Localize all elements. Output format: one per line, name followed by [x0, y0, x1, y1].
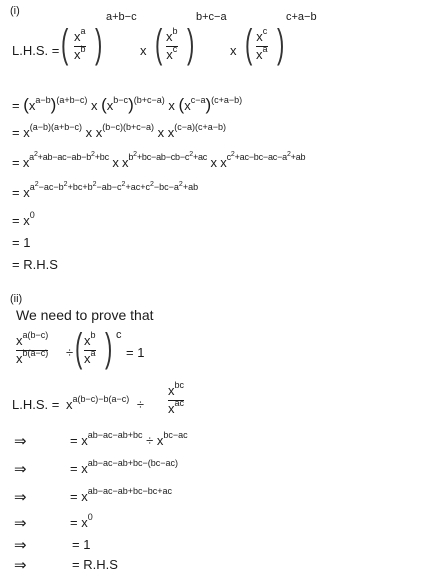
- implies-arrow: ⇒: [14, 489, 27, 506]
- implies-arrow: ⇒: [14, 433, 27, 450]
- part-label: (i): [10, 5, 20, 17]
- math-line: = 1: [72, 537, 91, 552]
- lhs-label: L.H.S. =: [12, 43, 60, 58]
- fraction: $x^b$ $x^c$: [166, 26, 178, 62]
- times-sign: x: [230, 43, 237, 58]
- math-term: $x^{a(b-c)-b(a-c)}$ ÷: [66, 394, 145, 412]
- math-line: = R.H.S: [72, 557, 118, 572]
- math-line: = $x^{(a-b)(a+b-c)}$ x $x^{(b-c)(b+c-a)}$ x $x^{(c-a)(c+a-b)}$: [12, 122, 227, 140]
- math-line: = $(x^{a-b})^{(a+b-c)}$ x $(x^{b-c})^{(b+c-a)}$ x $(x^{c-a})^{(c+a-b)}$: [12, 95, 243, 114]
- fraction: $x^{bc}$ $x^{ac}$: [168, 380, 185, 416]
- exponent: b+c−a: [196, 11, 227, 23]
- exponent: a+b−c: [106, 11, 137, 23]
- math-line: = $x^{a^2+ab-ac-ab-b^2+bc}$ x $x^{b^2+bc-ab-cb-c^2+ac}$ x $x^{c^2+ac-bc-ac-a^2+ab}$: [12, 151, 306, 170]
- divide-sign: ÷: [66, 345, 74, 360]
- implies-arrow: ⇒: [14, 557, 27, 574]
- implies-arrow: ⇒: [14, 461, 27, 478]
- left-paren: (: [60, 22, 69, 66]
- times-sign: x: [140, 43, 147, 58]
- math-line: = $x^0$: [12, 210, 35, 228]
- right-paren: ): [104, 326, 113, 370]
- left-paren: (: [74, 326, 83, 370]
- left-paren: (: [244, 22, 253, 66]
- math-line: = $x^{a^2-ac-b^2+bc+b^2-ab-c^2+ac+c^2-bc-a^2+ab}$: [12, 181, 199, 200]
- implies-arrow: ⇒: [14, 515, 27, 532]
- left-paren: (: [154, 22, 163, 66]
- fraction: $x^{a(b-c)}$ $x^{b(a-c)}$: [16, 330, 49, 366]
- math-line: = $x^0$: [70, 512, 93, 530]
- fraction: $x^a$ $x^b$: [74, 26, 86, 62]
- math-line: = $x^{ab-ac-ab+bc-(bc-ac)}$: [70, 458, 179, 476]
- exponent: c+a−b: [286, 11, 317, 23]
- fraction: $x^b$ $x^a$: [84, 330, 96, 366]
- equation-rhs: = 1: [126, 345, 145, 360]
- math-line: = 1: [12, 235, 31, 250]
- math-line: = $x^{ab-ac-ab+bc-bc+ac}$: [70, 486, 173, 504]
- fraction: $x^c$ $x^a$: [256, 26, 268, 62]
- right-paren: ): [94, 22, 103, 66]
- intro-text: We need to prove that: [16, 307, 154, 323]
- right-paren: ): [186, 22, 195, 66]
- exponent: c: [116, 329, 122, 341]
- right-paren: ): [276, 22, 285, 66]
- lhs-label: L.H.S. =: [12, 397, 60, 412]
- math-line: = R.H.S: [12, 257, 58, 272]
- implies-arrow: ⇒: [14, 537, 27, 554]
- math-line: = $x^{ab-ac-ab+bc} \div x^{bc-ac}$: [70, 430, 188, 448]
- part-label: (ii): [10, 293, 23, 305]
